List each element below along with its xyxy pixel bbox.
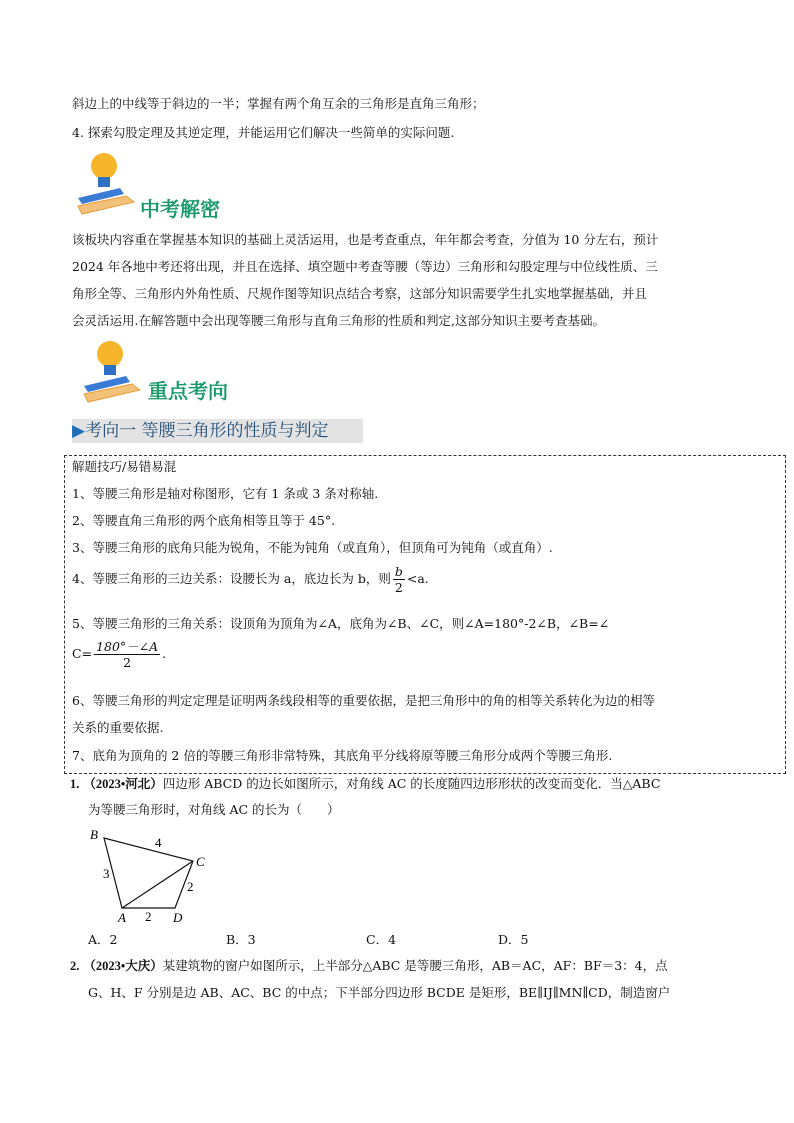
- length-cd: 2: [187, 879, 194, 894]
- topic-title: 考向一 等腰三角形的性质与判定: [85, 421, 329, 441]
- question-2-cont: G、H、F 分别是边 AB、AC、BC 的中点；下半部分四边形 BCDE 是矩形，BE∥IJ∥MN∥CD，制造窗户: [88, 985, 671, 1000]
- triangle-marker-icon: ▶: [72, 421, 86, 441]
- fraction: [94, 639, 160, 670]
- section1-paragraph-line: 2024 年各地中考还将出现，并且在选择、填空题中考查等腰（等边）三角形和勾股定理与中位线性质、三: [72, 259, 658, 274]
- section1-paragraph-line: 会灵活运用.在解答题中会出现等腰三角形与直角三角形的性质和判定,这部分知识主要考查基础。: [72, 313, 605, 328]
- label-d: D: [173, 910, 183, 925]
- question-1-cont: 为等腰三角形时，对角线 AC 的长为（ ）: [88, 802, 340, 817]
- question-1: [70, 776, 660, 792]
- question-text: 四边形 ABCD 的边长如图所示，对角线 AC 的长度随四边形形状的改变而变化．当△ABC: [162, 776, 661, 791]
- question-source: （2023•大庆）: [83, 959, 163, 973]
- topic-bar: [72, 419, 363, 443]
- question-number: 2.: [70, 959, 80, 973]
- section1-paragraph-line: 角形全等、三角形内外角性质、尺规作图等知识点结合考察，这部分知识需要学生扎实地掌握基础，并且: [72, 286, 648, 301]
- section-title-exam-secrets: 中考解密: [140, 197, 220, 221]
- question-source: （2023•河北）: [83, 777, 163, 791]
- tip-6: 6、等腰三角形的判定定理是证明两条线段相等的重要依据，是把三角形中的角的相等关系转化为边的相等: [72, 693, 655, 708]
- fraction-denominator: 2: [394, 580, 403, 595]
- tip-5-formula: [72, 639, 166, 670]
- question-text: 某建筑物的窗户如图所示，上半部分△ABC 是等腰三角形，AB＝AC，AF：BF＝3：4，点: [162, 958, 668, 973]
- lightbulb-books-icon: [74, 150, 144, 218]
- section-title-key-directions: 重点考向: [148, 379, 228, 403]
- length-ab: 3: [103, 866, 110, 881]
- tip-3: 3、等腰三角形的底角只能为锐角，不能为钝角（或直角），但顶角可为钝角（或直角）.: [72, 540, 553, 555]
- label-c: C: [196, 854, 205, 869]
- option-a[interactable]: A．2: [88, 932, 118, 947]
- fraction: [393, 564, 405, 595]
- option-d[interactable]: D．5: [498, 932, 529, 947]
- label-b: B: [90, 827, 98, 842]
- tip-5: 5、等腰三角形的三角关系：设顶角为顶角为∠A，底角为∠B、∠C，则∠A=180°-2∠B，∠B=∠: [72, 616, 610, 631]
- tip-4: [72, 564, 429, 595]
- tips-title: 解题技巧/易错易混: [72, 459, 177, 474]
- formula-prefix: C=: [72, 646, 93, 661]
- diagonal-ac: [122, 861, 193, 908]
- tips-box: [64, 455, 786, 774]
- question-number: 1.: [70, 777, 80, 791]
- fraction-numerator: b: [394, 564, 403, 579]
- quadrilateral-figure: [85, 825, 215, 925]
- label-a: A: [118, 910, 126, 925]
- length-bc: 4: [155, 835, 162, 850]
- tip-6-cont: 关系的重要依据.: [72, 720, 164, 735]
- option-b[interactable]: B．3: [226, 932, 256, 947]
- tip-2: 2、等腰直角三角形的两个底角相等且等于 45°.: [72, 513, 336, 528]
- tip-4-tail: <a.: [406, 571, 429, 586]
- tip-7: 7、底角为顶角的 2 倍的等腰三角形非常特殊，其底角平分线将原等腰三角形分成两个等腰三角形.: [72, 748, 613, 763]
- question-2: [70, 958, 668, 974]
- lightbulb-books-icon: [80, 338, 150, 406]
- quadrilateral-abcd: [104, 838, 193, 908]
- formula-suffix: .: [162, 646, 167, 661]
- section1-paragraph-line: 该板块内容重在掌握基本知识的基础上灵活运用，也是考查重点，年年都会考查，分值为 10 分左右，预计: [72, 232, 659, 247]
- tip-1: 1、等腰三角形是轴对称图形，它有 1 条或 3 条对称轴.: [72, 486, 379, 501]
- option-c[interactable]: C．4: [366, 932, 397, 947]
- fraction-denominator: 2: [123, 655, 132, 670]
- intro-line-2: 4. 探索勾股定理及其逆定理，并能运用它们解决一些简单的实际问题.: [72, 125, 455, 140]
- tip-4-text: 4、等腰三角形的三边关系：设腰长为 a，底边长为 b，则: [72, 571, 391, 586]
- intro-line-1: 斜边上的中线等于斜边的一半；掌握有两个角互余的三角形是直角三角形；: [72, 96, 485, 111]
- length-ad: 2: [145, 909, 152, 924]
- fraction-numerator: 180°－∠A: [96, 639, 159, 654]
